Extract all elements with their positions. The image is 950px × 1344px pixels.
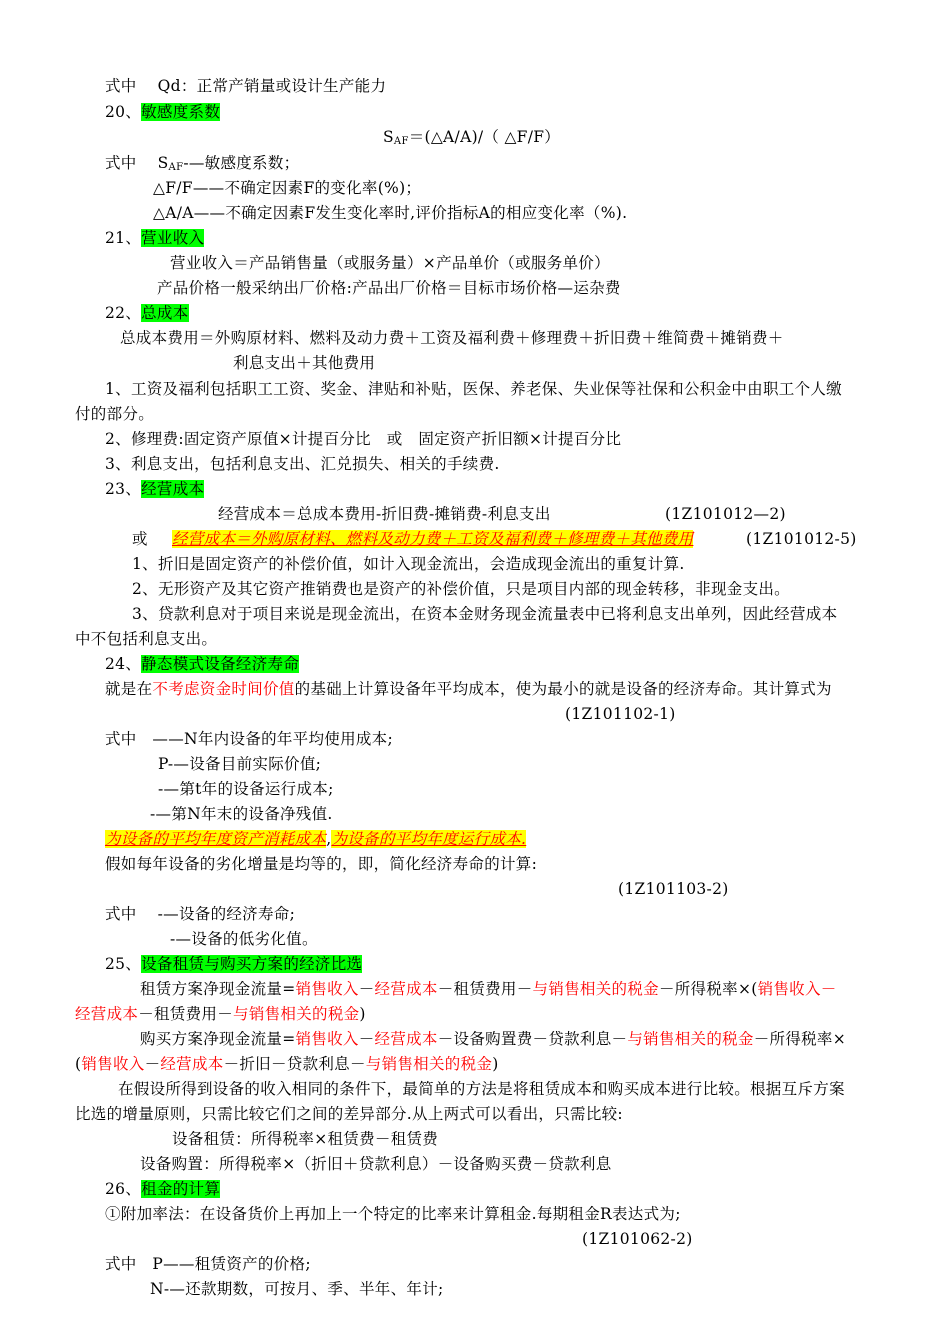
section-number: 23、 [105,480,142,498]
text-fragment: － [358,1030,375,1048]
red-emphasis: 与销售相关的税金 [627,1030,754,1048]
text-line: 比选的增量原则，只需比较它们之间的差异部分.从上两式可以看出，只需比较: [75,1105,623,1123]
text-fragment: －设备购置费－贷款利息－ [437,1030,628,1048]
formula-body: ＝(△A/A)/（ △F/F） [408,128,561,146]
red-emphasis: 销售收入 [81,1055,145,1073]
text-fragment: －租赁费用－ [437,980,533,998]
text-line: 3、贷款利息对于项目来说是现金流出，在资本金财务现金流量表中已将利息支出单列，因此经营成本 [132,605,838,623]
text-line: 2、无形资产及其它资产推销费也是资产的补偿价值，只是项目内部的现金转移，非现金支出。 [132,580,790,598]
text-line: -—第N年末的设备净残值. [150,805,333,823]
text-line: 式中 Qd：正常产销量或设计生产能力 [105,77,387,95]
section-title: 总成本 [141,304,189,322]
formula-reference: (1Z101102-1) [565,705,676,723]
text-fragment: 租赁方案净现金流量= [140,980,296,998]
text-fragment: 就是在 [105,680,153,698]
formula-line: 营业收入＝产品销售量（或服务量）×产品单价（或服务单价） [170,254,610,272]
text-line: 式中 P——租赁资产的价格; [105,1255,311,1273]
red-emphasis: 销售收入 [295,980,359,998]
red-emphasis: 经营成本 [160,1055,224,1073]
formula-reference: (1Z101062-2) [582,1230,693,1248]
formula-symbol: S [383,128,394,146]
text-fragment: 购买方案净现金流量= [140,1030,296,1048]
formula-reference: (1Z101103-2) [618,880,729,898]
text-line: -—第t年的设备运行成本; [158,780,334,798]
red-emphasis: 不考虑资金时间价值 [152,680,295,698]
text-line: 1、工资及福利包括职工工资、奖金、津贴和补贴，医保、养老保、失业保等社保和公积金中由职工个人缴 [105,380,842,398]
section-heading-24 [105,654,299,674]
section-number: 20、 [105,103,142,121]
formula-line [75,1054,499,1074]
section-heading-21 [105,228,204,248]
section-number: 24、 [105,655,142,673]
formula-line: 总成本费用＝外购原材料、燃料及动力费＋工资及福利费＋修理费＋折旧费＋维简费＋摊销费＋ [120,329,784,347]
text-line: 1、折旧是固定资产的补偿价值，如计入现金流出，会造成现金流出的重复计算. [132,555,685,573]
text-fragment: － [358,980,375,998]
text-fragment: －折旧－贷款利息－ [223,1055,366,1073]
formula-subscript: AF [393,136,409,147]
text-line: 式中 -—设备的经济寿命; [105,905,296,923]
formula-line [75,1004,366,1024]
text-line: 式中 ——N年内设备的年平均使用成本; [105,730,393,748]
text-line: 在假设所得到设备的收入相同的条件下，最简单的方法是将租赁成本和购买成本进行比较。根据互斥方案 [118,1080,845,1098]
text-fragment: －所得税率× [753,1030,847,1048]
red-emphasis: 销售收入 [295,1030,359,1048]
highlighted-text: 为设备的平均年度资产消耗成本 [105,830,327,848]
formula-line [383,127,560,152]
red-emphasis: 与销售相关的税金 [532,980,659,998]
section-title: 静态模式设备经济寿命 [141,655,300,673]
text-fragment: -—敏感度系数； [183,154,300,172]
text-line: △F/F——不确定因素F的变化率(%)； [153,179,422,197]
text-line: 2、修理费:固定资产原值×计提百分比 或 固定资产折旧额×计提百分比 [105,430,622,448]
text-line: 付的部分。 [75,405,155,423]
text-fragment: － [144,1055,161,1073]
red-emphasis: 经营成本 [374,980,438,998]
highlighted-text: 为设备的平均年度运行成本. [331,830,527,848]
section-number: 21、 [105,229,142,247]
section-title: 营业收入 [141,229,205,247]
red-emphasis: 经营成本 [75,1005,139,1023]
highlighted-formula: 经营成本＝外购原材料、燃料及动力费＋工资及福利费＋修理费＋其他费用 [172,530,694,548]
section-title: 敏感度系数 [141,103,221,121]
formula-emphasis [172,529,693,549]
text-line: 中不包括利息支出。 [75,630,218,648]
formula-line: 经营成本＝总成本费用-折旧费-摊销费-利息支出 [218,505,551,523]
formula-subscript: AF [168,162,184,173]
text-line: N-—还款期数，可按月、季、半年、年计; [150,1280,444,1298]
text-line: 3、利息支出，包括利息支出、汇兑损失、相关的手续费. [105,455,500,473]
formula-line: 设备购置：所得税率×（折旧＋贷款利息）－设备购买费－贷款利息 [140,1155,612,1173]
section-number: 22、 [105,304,142,322]
section-number: 25、 [105,955,142,973]
highlighted-note [105,829,526,849]
formula-line: 设备租赁：所得税率×租赁费－租赁费 [172,1130,439,1148]
formula-line: 利息支出＋其他费用 [233,354,376,372]
text-line [105,679,832,699]
text-fragment: －所得税率×( [658,980,758,998]
text-line: -—设备的低劣化值。 [170,930,318,948]
red-emphasis: 与销售相关的税金 [365,1055,493,1073]
section-title: 设备租赁与购买方案的经济比选 [141,955,363,973]
text-line [105,153,299,178]
section-heading-25 [105,954,362,974]
section-title: 租金的计算 [141,1180,221,1198]
text-fragment: 或 [132,530,148,548]
text-fragment: ( [75,1055,82,1073]
section-heading-26 [105,1179,220,1199]
section-heading-22 [105,303,189,323]
section-heading-23 [105,479,204,499]
text-line: △A/A——不确定因素F发生变化率时,评价指标A的相应变化率（%). [153,204,628,222]
text-fragment: ) [359,1005,366,1023]
formula-line [140,979,837,999]
formula-reference: (1Z101012—2) [665,505,786,523]
text-line: 假如每年设备的劣化增量是均等的，即，简化经济寿命的计算: [105,855,538,873]
text-fragment: 式中 S [105,154,169,172]
text-line: P-—设备目前实际价值; [158,755,322,773]
section-number: 26、 [105,1180,142,1198]
text-fragment: ) [492,1055,499,1073]
text-fragment: －租赁费用－ [138,1005,234,1023]
text-fragment: 的基础上计算设备年平均成本，使为最小的就是设备的经济寿命。其计算式为 [294,680,832,698]
text-fragment: , [326,830,332,848]
red-emphasis: 经营成本 [374,1030,438,1048]
text-line: 产品价格一般采纳出厂价格:产品出厂价格＝目标市场价格—运杂费 [157,279,621,297]
section-heading-20 [105,102,220,122]
red-emphasis: 与销售相关的税金 [233,1005,360,1023]
section-title: 经营成本 [141,480,205,498]
red-emphasis: 销售收入－ [757,980,837,998]
text-line: ①附加率法：在设备货价上再加上一个特定的比率来计算租金.每期租金R表达式为; [105,1205,681,1223]
formula-reference: (1Z101012-5) [746,530,857,548]
formula-line [140,1029,846,1049]
